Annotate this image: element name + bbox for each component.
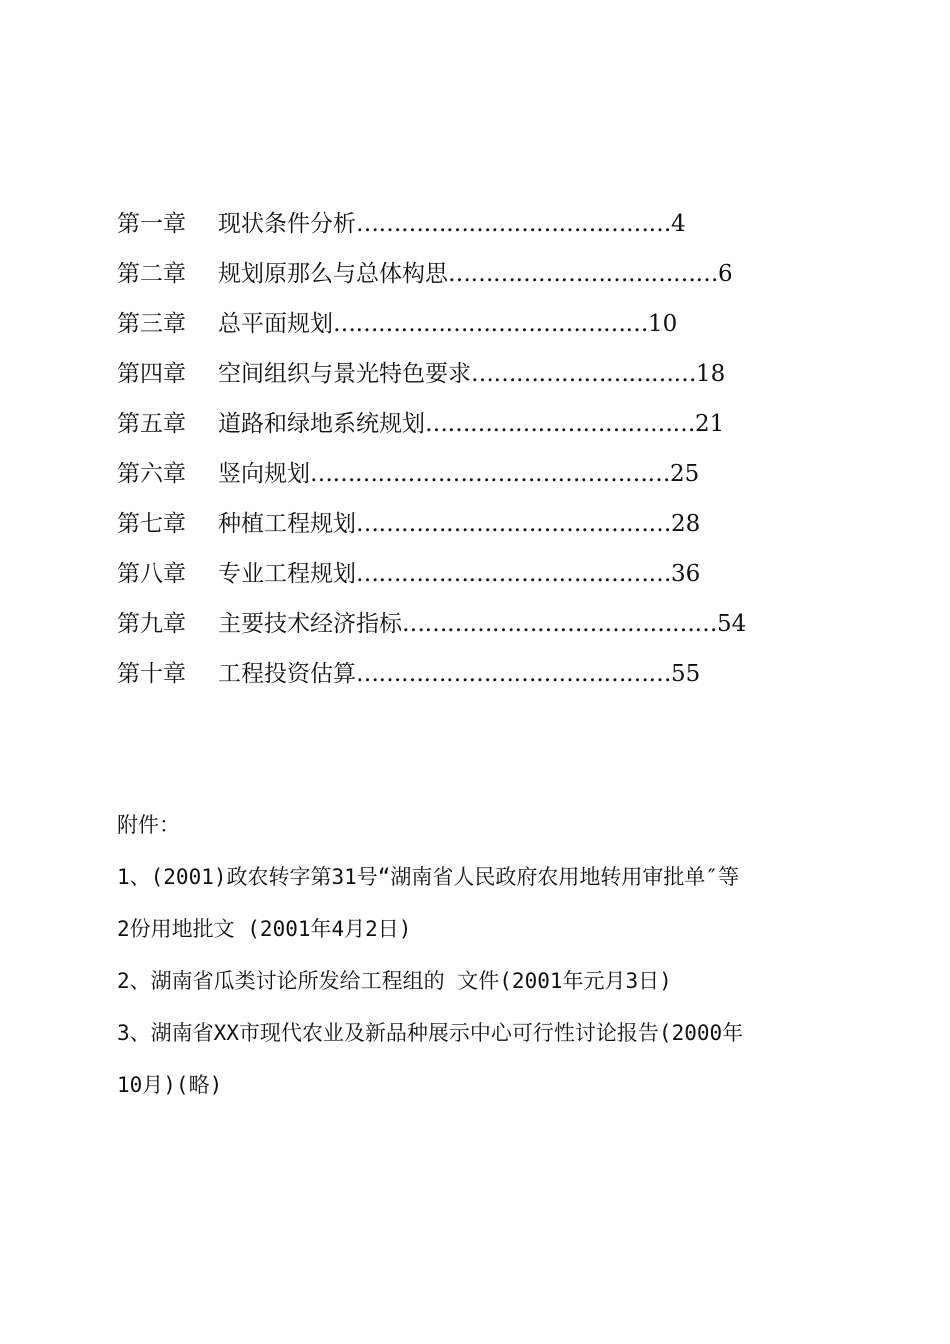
page-number: 25 [670, 461, 700, 487]
dot-leader: ……………………………… [425, 411, 695, 437]
chapter-title: 空间组织与景光特色要求 [218, 361, 471, 387]
toc-row-9 [117, 604, 837, 654]
toc-row-10 [117, 654, 837, 704]
chapter-number: 第三章 [117, 311, 186, 337]
chapter-title: 现状条件分析 [218, 211, 356, 237]
toc-row-7 [117, 504, 837, 554]
appendix-line: 3、湖南省XX市现代农业及新品种展示中心可行性讨论报告(2000年 [117, 1021, 744, 1045]
page-number: 55 [671, 661, 701, 687]
chapter-number: 第五章 [117, 411, 186, 437]
chapter-number: 第一章 [117, 211, 186, 237]
chapter-title: 道路和绿地系统规划 [218, 411, 425, 437]
chapter-number: 第七章 [117, 511, 186, 537]
page-number: 54 [717, 611, 747, 637]
toc-row-8 [117, 554, 837, 604]
chapter-number: 第四章 [117, 361, 186, 387]
appendix-section [117, 805, 847, 1117]
appendix-heading: 附件： [117, 813, 180, 837]
chapter-number: 第八章 [117, 561, 186, 587]
page-number: 28 [671, 511, 701, 537]
chapter-number: 第六章 [117, 461, 186, 487]
appendix-line: 2份用地批文 (2001年4月2日) [117, 917, 412, 941]
toc-row-1 [117, 204, 837, 254]
chapter-title: 竖向规划 [218, 461, 310, 487]
dot-leader: ……………………………… [448, 261, 718, 287]
chapter-title: 工程投资估算 [218, 661, 356, 687]
chapter-title: 种植工程规划 [218, 511, 356, 537]
page-number: 6 [718, 261, 733, 287]
dot-leader: …………………………………… [356, 561, 671, 587]
appendix-line: 2、湖南省瓜类讨论所发给工程组的 文件(2001年元月3日) [117, 969, 672, 993]
toc-row-3 [117, 304, 837, 354]
chapter-number: 第二章 [117, 261, 186, 287]
toc-row-6 [117, 454, 837, 504]
page-number: 18 [696, 361, 726, 387]
dot-leader: …………………………………… [356, 511, 671, 537]
chapter-title: 专业工程规划 [218, 561, 356, 587]
chapter-title: 规划原那么与总体构思 [218, 261, 448, 287]
dot-leader: …………………………………… [356, 661, 671, 687]
page-number: 36 [671, 561, 701, 587]
chapter-title: 主要技术经济指标 [218, 611, 402, 637]
table-of-contents [117, 204, 837, 704]
toc-row-5 [117, 404, 837, 454]
chapter-title: 总平面规划 [218, 311, 333, 337]
toc-row-4 [117, 354, 837, 404]
dot-leader: …………………………………… [333, 311, 648, 337]
appendix-line: 10月)(略) [117, 1073, 223, 1097]
page-number: 10 [648, 311, 678, 337]
chapter-number: 第十章 [117, 661, 186, 687]
dot-leader: ………………………… [471, 361, 696, 387]
dot-leader: …………………………………… [402, 611, 717, 637]
dot-leader: …………………………………… [356, 211, 671, 237]
page-number: 4 [671, 211, 686, 237]
appendix-line: 1、(2001)政农转字第31号“湖南省人民政府农用地转用审批单″等 [117, 865, 740, 889]
page-number: 21 [695, 411, 725, 437]
chapter-number: 第九章 [117, 611, 186, 637]
dot-leader: ………………………………………… [310, 461, 670, 487]
toc-row-2 [117, 254, 837, 304]
